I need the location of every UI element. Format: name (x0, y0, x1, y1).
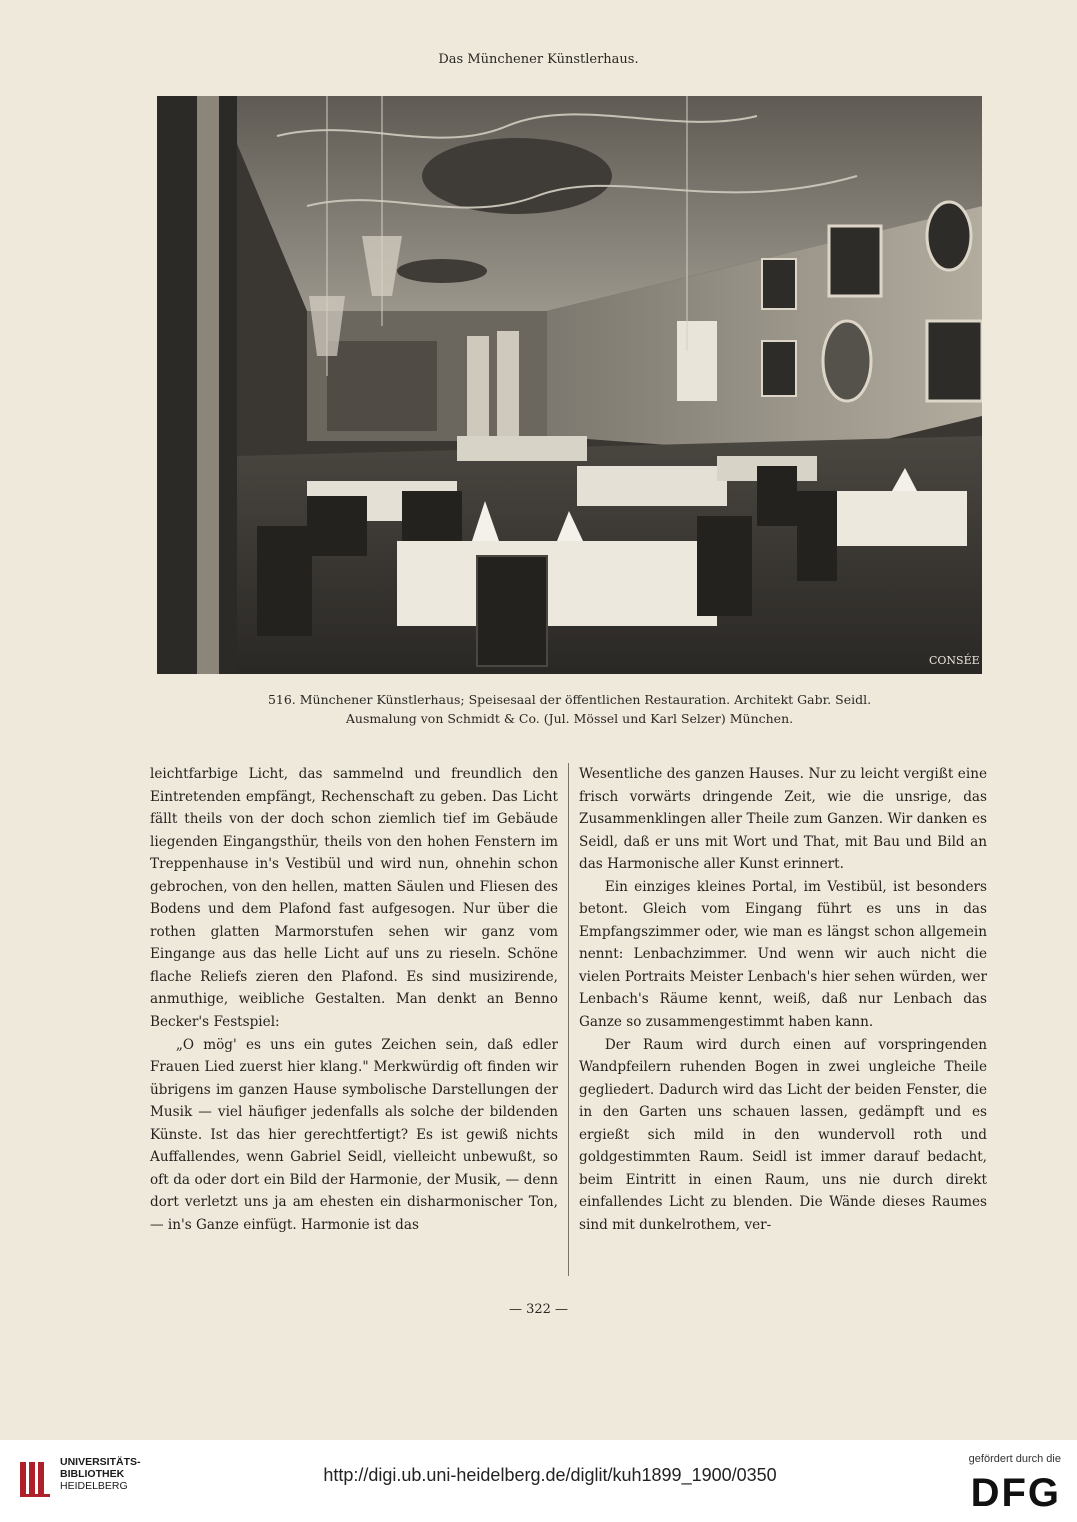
university-library-logo-icon (18, 1458, 52, 1498)
permalink-url[interactable]: http://digi.ub.uni-heidelberg.de/diglit/kuh1899_1900/0350 (323, 1465, 777, 1485)
paragraph: Ein einziges kleines Portal, im Vestibül, ist besonders betont. Gleich vom Eingang führt es uns in das Empfangszimmer oder, wie man es längst schon allgemein nennt: Lenbachzimmer. Und wenn wir auch nicht die vielen Portraits Meister Lenbach's hier sehen würden, wer Lenbach's Räume kennt, weiß, daß nur Lenbach das Ganze so zusammengestimmt haben kann. (579, 878, 987, 1031)
paragraph: Der Raum wird durch einen auf vorspringenden Wandpfeilern ruhenden Bogen in zwei ungleiche Theile gegliedert. Dadurch wird das Licht der beiden Fenster, die in den Garten uns schauen lassen, gedämpft und es ergießt sich mild in den wundervoll roth und goldgestimmten Raum. Seidl ist immer darauf bedacht, beim Eintritt in einen Raum, uns nie durch direkt einfallendes Licht zu blenden. Die Wände dieses Raumes sind mit dunkelrothem, ver- (579, 1036, 987, 1233)
library-name: UNIVERSITÄTS- BIBLIOTHEK HEIDELBERG (60, 1456, 141, 1492)
text-column-right (579, 763, 987, 1236)
figure-caption (157, 690, 982, 728)
running-head: Das Münchener Künstlerhaus. (438, 52, 639, 67)
funder-note: gefördert durch die (968, 1453, 1061, 1465)
figure-photograph (157, 96, 982, 674)
dining-hall-photo (157, 96, 982, 674)
caption-line-2: Ausmalung von Schmidt & Co. (Jul. Mössel und Karl Selzer) München. (345, 711, 794, 726)
page-number: — 322 — (508, 1302, 569, 1317)
paragraph: „O mög' es uns ein gutes Zeichen sein, daß edler Frauen Lied zuerst hier klang." Merkwürdig oft finden wir übrigens im ganzen Hause symbolische Darstellungen der Musik — viel häufiger jedenfalls als solche der bildenden Künste. Ist das hier gerechtfertigt? Es ist gewiß nichts Auffallendes, wenn Gabriel Seidl, vielleicht unbewußt, so oft da oder dort ein Bild der Harmonie, der Musik, — denn dort verletzt uns ja am ehesten ein disharmonischer Ton, — in's Ganze einfügt. Harmonie ist das (150, 1036, 558, 1233)
paragraph: Wesentliche des ganzen Hauses. Nur zu leicht vergißt eine frisch vorwärts dringende Zeit, wie die unsrige, das Zusammenklingen aller Theile zum Ganzen. Wir danken es Seidl, daß er uns mit Wort und That, mit Bau und Bild an das Harmonische aller Kunst erinnert. (579, 766, 987, 873)
paragraph: leichtfarbige Licht, das sammelnd und freundlich den Eintretenden empfängt, Rechenschaft zu geben. Das Licht fällt theils von der doch schon ziemlich tief im Gebäude liegenden Eingangsthür, theils von den hohen Fenstern im Treppenhause in's Vestibül und wird nun, ohnehin schon gebrochen, von den hellen, matten Säulen und Fliesen des Bodens und dem Plafond fast aufgesogen. Nur über die rothen glatten Marmorstufen sehen wir ganz vom Eingange aus das helle Licht auf uns zu rieseln. Schöne flache Reliefs zieren den Plafond. Es sind musizirende, anmuthige, weibliche Gestalten. Man denkt an Benno Becker's Festspiel: (150, 766, 558, 1031)
text-column-left (150, 763, 558, 1236)
photographer-signature: CONSÉE (929, 654, 980, 667)
column-rule (568, 763, 569, 1276)
caption-line-1: 516. Münchener Künstlerhaus; Speisesaal der öffentlichen Restauration. Architekt Gabr. Seidl. (267, 692, 872, 707)
dfg-logo: DFG (970, 1471, 1061, 1515)
